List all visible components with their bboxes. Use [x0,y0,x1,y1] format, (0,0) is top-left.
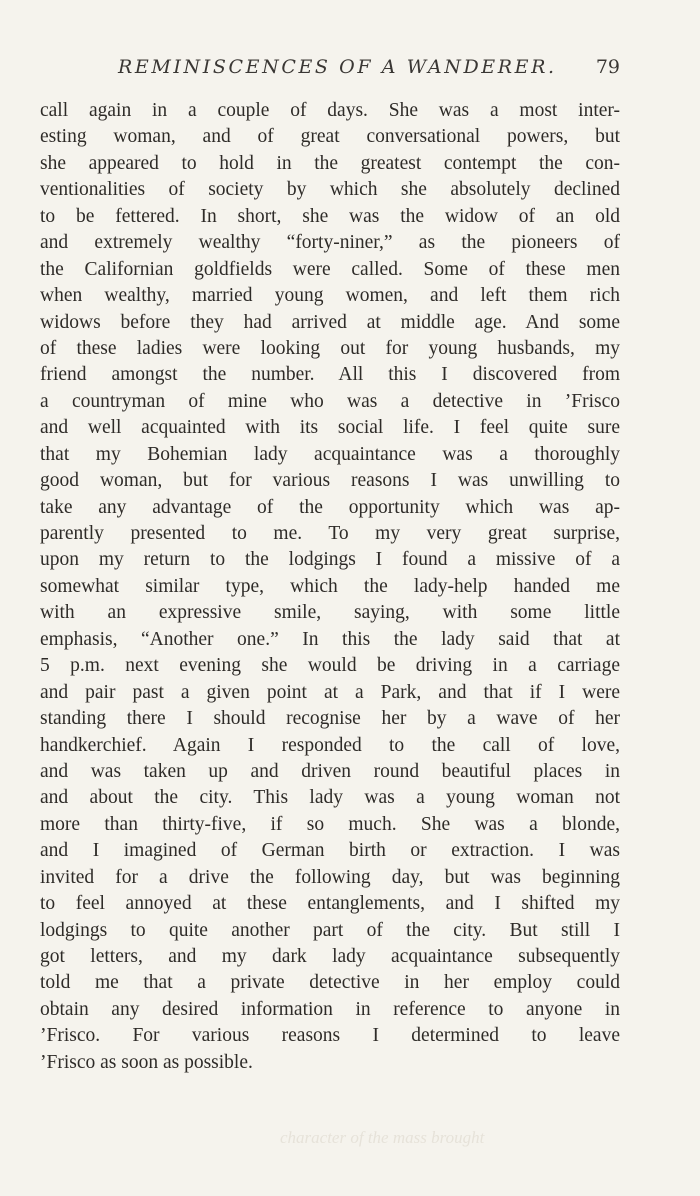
running-title: REMINISCENCES OF A WANDERER. [118,56,557,78]
text-line: told me that a private detective in her employ could [40,972,620,994]
text-line: invited for a drive the following day, but was beginning [40,866,620,888]
text-line: of these ladies were looking out for young husbands, my [40,337,620,359]
text-line: and pair past a given point at a Park, and that if I were [40,681,620,703]
text-line: and well acquainted with its social life. I feel quite sure [40,417,620,439]
text-line: good woman, but for various reasons I was unwilling to [40,470,620,492]
text-line: standing there I should recognise her by a wave of her [40,708,620,730]
text-line: obtain any desired information in reference to anyone in [40,998,620,1020]
running-head [40,56,620,84]
text-line: somewhat similar type, which the lady-help handed me [40,575,620,597]
text-line: that my Bohemian lady acquaintance was a thoroughly [40,443,620,465]
text-line: and extremely wealthy “forty-niner,” as the pioneers of [40,232,620,254]
text-line: with an expressive smile, saying, with some little [40,602,620,624]
text-line: take any advantage of the opportunity which was ap- [40,496,620,518]
bleed-through-text: character of the mass brought [280,1128,485,1147]
text-line: more than thirty-five, if so much. She was a blonde, [40,813,620,835]
page-number: 79 [595,56,620,78]
text-line: upon my return to the lodgings I found a missive of a [40,549,620,571]
text-line: and was taken up and driven round beautiful places in [40,760,620,782]
text-line: lodgings to quite another part of the city. But still I [40,919,620,941]
text-line: ’Frisco. For various reasons I determined to leave [40,1025,620,1047]
text-line: got letters, and my dark lady acquaintance subsequently [40,946,620,967]
text-line: widows before they had arrived at middle age. And some [40,311,620,333]
text-line: handkerchief. Again I responded to the call of love, [40,734,620,756]
text-line: she appeared to hold in the greatest contempt the con- [40,152,620,174]
text-line: to feel annoyed at these entanglements, and I shifted my [40,893,620,915]
text-line: parently presented to me. To my very great surprise, [40,523,620,544]
text-line: emphasis, “Another one.” In this the lady said that at [40,628,620,650]
text-line: and about the city. This lady was a young woman not [40,787,620,809]
text-line: when wealthy, married young women, and left them rich [40,285,620,307]
text-line: friend amongst the number. All this I discovered from [40,364,620,386]
text-line: ventionalities of society by which she absolutely declined [40,179,620,201]
text-line: and I imagined of German birth or extraction. I was [40,840,620,862]
text-line: call again in a couple of days. She was a most inter- [40,100,620,121]
text-line: ’Frisco as soon as possible. [40,1051,253,1073]
text-line: 5 p.m. next evening she would be driving in a carriage [40,655,620,677]
text-line: a countryman of mine who was a detective in ’Frisco [40,390,620,412]
text-line: to be fettered. In short, she was the widow of an old [40,205,620,227]
body-text [40,98,620,1076]
text-line: esting woman, and of great conversational powers, but [40,126,620,148]
text-line: the Californian goldfields were called. Some of these men [40,258,620,280]
